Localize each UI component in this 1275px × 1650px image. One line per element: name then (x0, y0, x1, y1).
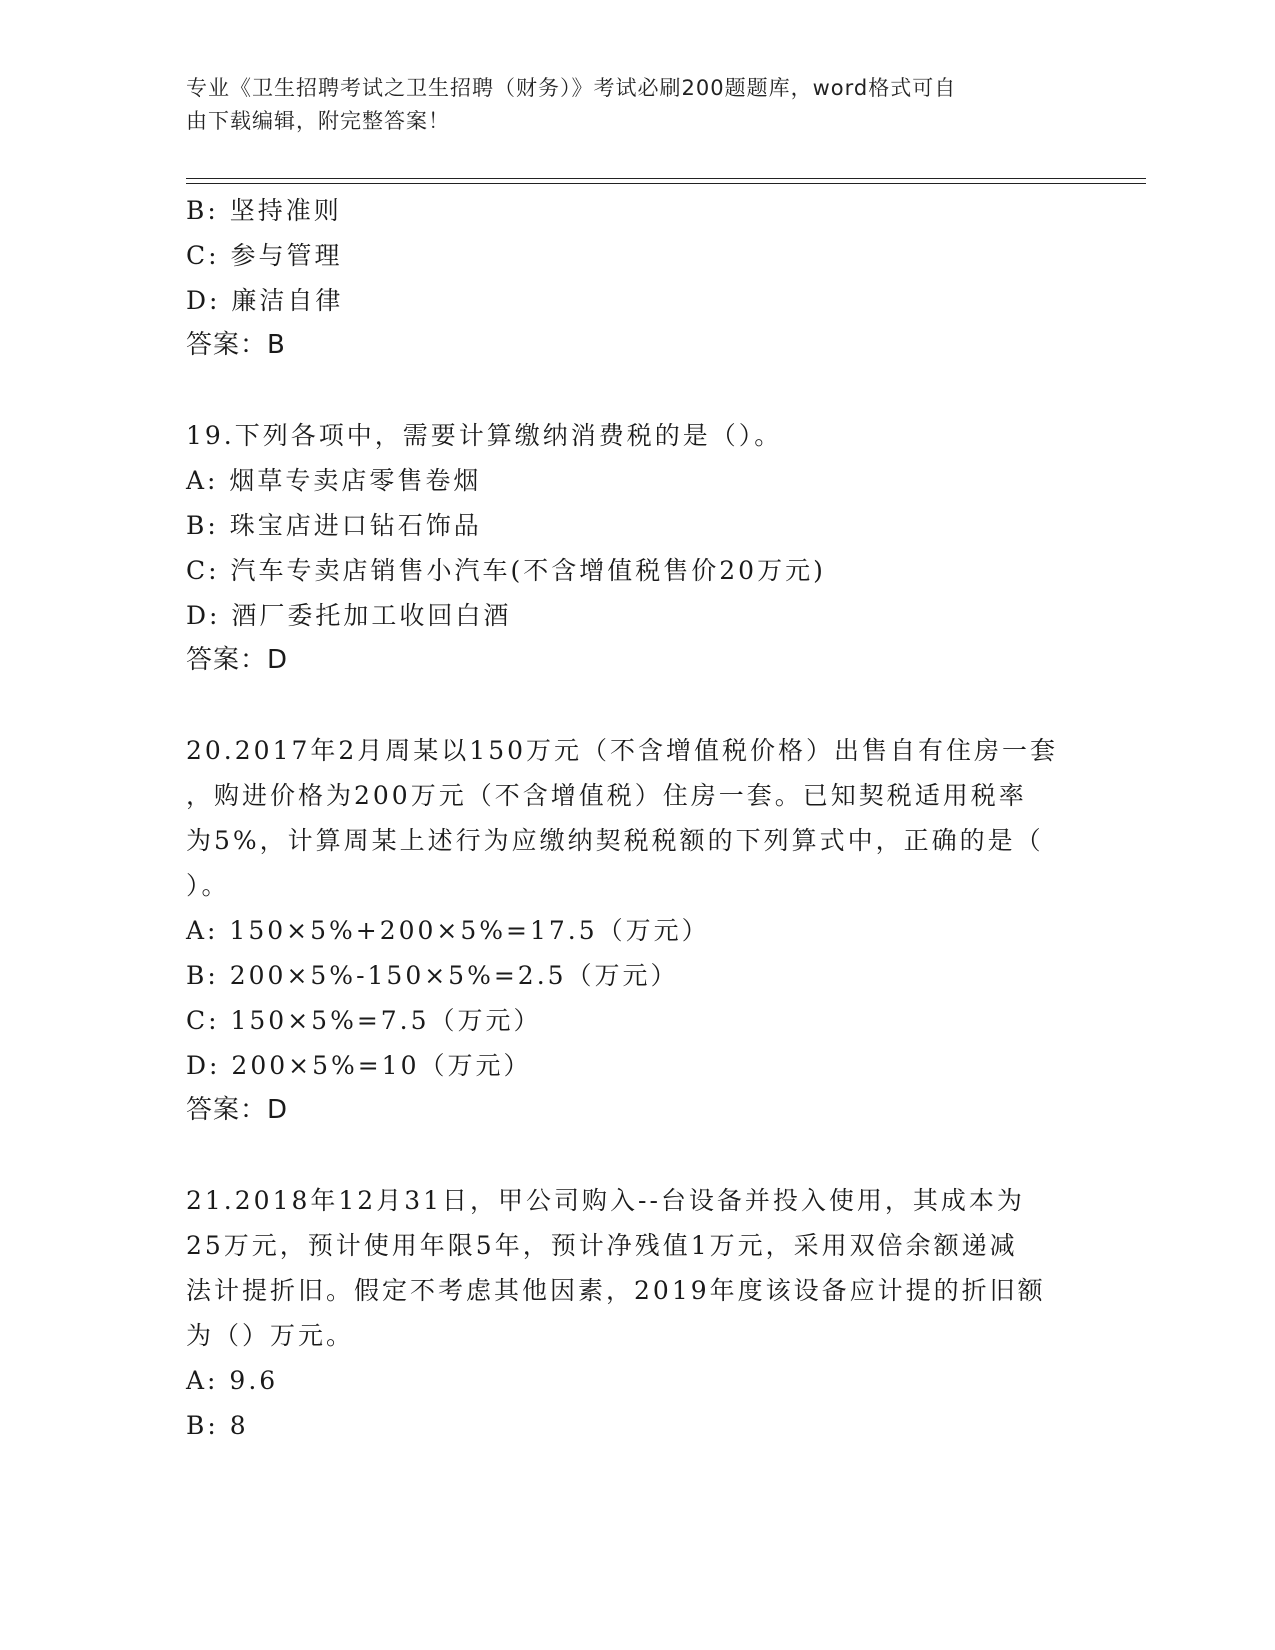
option-b: B: 珠宝店进口钻石饰品 (186, 511, 482, 540)
prev-question-block (186, 188, 1086, 368)
header-line-1: 专业《卫生招聘考试之卫生招聘（财务）》考试必刷200题题库，word格式可自 (186, 76, 957, 100)
option-b: B: 坚持准则 (186, 196, 342, 225)
answer-label: 答案：B (186, 330, 286, 360)
answer-label: 答案：D (186, 1095, 289, 1125)
option-c: C: 150×5%=7.5（万元） (186, 1006, 542, 1035)
question-stem-line: ，购进价格为200万元（不含增值税）住房一套。已知契税适用税率 (186, 781, 1027, 810)
option-c: C: 参与管理 (186, 241, 343, 270)
spacer (186, 1133, 1086, 1178)
question-stem-line: 21.2018年12月31日，甲公司购入--台设备并投入使用，其成本为 (186, 1186, 1025, 1215)
spacer (186, 368, 1086, 413)
question-19 (186, 413, 1086, 683)
option-b: B: 8 (186, 1411, 249, 1440)
question-stem-line: ）。 (186, 871, 230, 900)
question-21 (186, 1178, 1086, 1448)
option-a: A: 150×5%+200×5%=17.5（万元） (186, 916, 710, 945)
option-d: D: 酒厂委托加工收回白酒 (186, 601, 512, 630)
option-a: A: 烟草专卖店零售卷烟 (186, 466, 482, 495)
question-content (186, 188, 1086, 1448)
option-b: B: 200×5%-150×5%=2.5（万元） (186, 961, 679, 990)
option-a: A: 9.6 (186, 1366, 279, 1395)
question-stem-line: 25万元，预计使用年限5年，预计净残值1万元，采用双倍余额递减 (186, 1231, 1018, 1260)
header-line-2: 由下载编辑，附完整答案！ (186, 109, 450, 133)
page-header (186, 72, 1066, 138)
question-stem: 19.下列各项中，需要计算缴纳消费税的是（）。 (186, 421, 783, 450)
question-stem-line: 为（）万元。 (186, 1321, 355, 1350)
question-stem-line: 法计提折旧。假定不考虑其他因素，2019年度该设备应计提的折旧额 (186, 1276, 1046, 1305)
option-c: C: 汽车专卖店销售小汽车(不含增值税售价20万元) (186, 556, 826, 585)
question-20 (186, 728, 1086, 1133)
answer-label: 答案：D (186, 645, 289, 675)
spacer (186, 683, 1086, 728)
header-divider-bottom (186, 183, 1146, 184)
header-divider-top (186, 178, 1146, 179)
option-d: D: 廉洁自律 (186, 286, 344, 315)
option-d: D: 200×5%=10（万元） (186, 1051, 532, 1080)
question-stem-line: 为5%，计算周某上述行为应缴纳契税税额的下列算式中，正确的是（ (186, 826, 1044, 855)
question-stem-line: 20.2017年2月周某以150万元（不含增值税价格）出售自有住房一套 (186, 736, 1059, 765)
